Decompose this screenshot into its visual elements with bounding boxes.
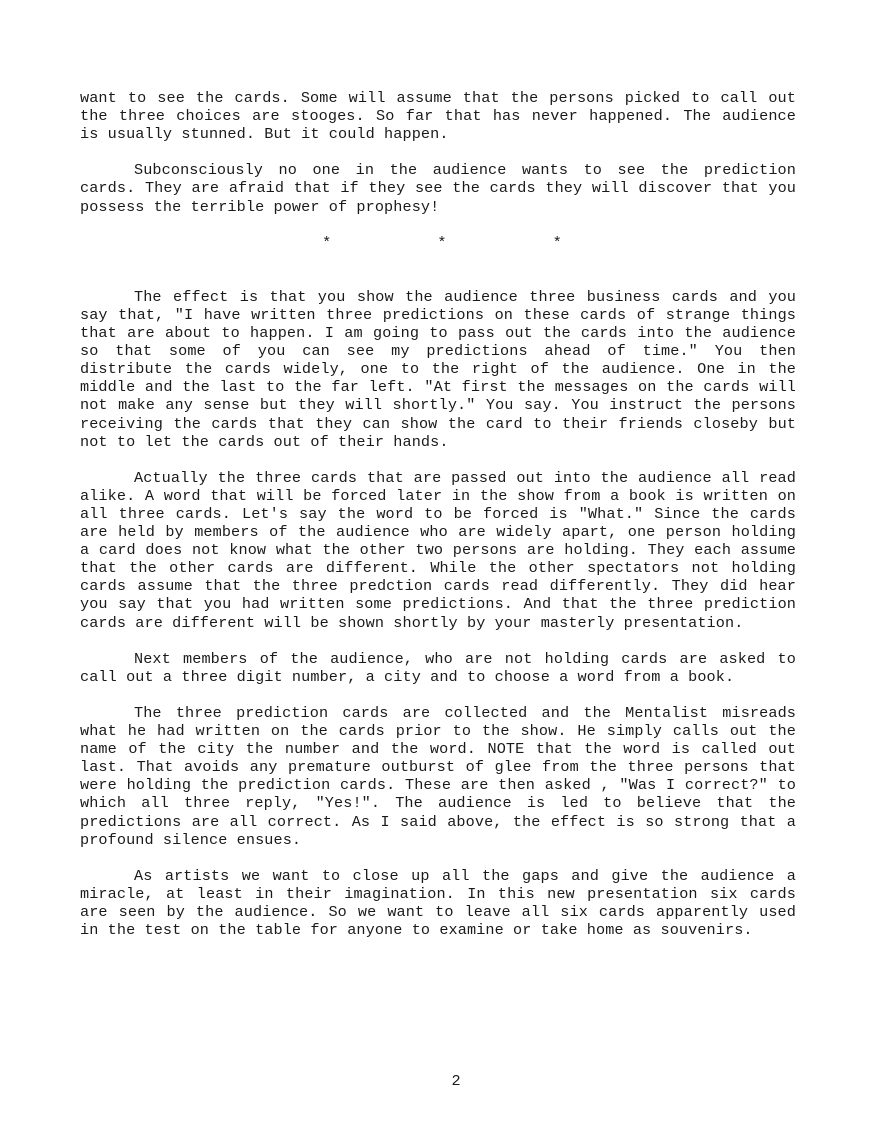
paragraph-5: Next members of the audience, who are not holding cards are asked to call out a three digit number, a city and to choose a word from a book. (80, 649, 796, 686)
separator-star-1: * (322, 233, 332, 252)
section-separator (80, 234, 796, 270)
paragraph-6: The three prediction cards are collected and the Mentalist misreads what he had written on the cards prior to the show. He simply calls out the name of the city the number and the word. NOTE that the word is called out last. That avoids any premature outburst of glee from the three persons that were holding the prediction cards. These are then asked , "Was I correct?" to which all three reply, "Yes!". The audience is led to believe that the predictions are all correct. As I said above, the effect is so strong that a profound silence ensues. (80, 704, 796, 849)
separator-star-2: * (437, 233, 447, 252)
paragraph-3: The effect is that you show the audience three business cards and you say that, "I have written three predictions on these cards of strange things that are about to happen. I am going to pass out the cards into the audience so that some of you can see my predictions ahead of time." You then distribute the cards widely, one to the right of the audience. One in the middle and the last to the far left. "At first the messages on the cards will not make any sense but they will shortly." You say. You instruct the persons receiving the cards that they can show the card to their friends closeby but not to let the cards out of their hands. (80, 287, 796, 451)
separator-star-3: * (552, 233, 562, 252)
paragraph-7: As artists we want to close up all the gaps and give the audience a miracle, at least in their imagination. In this new presentation six cards are seen by the audience. So we want to leave all six cards apparently used in the test on the table for anyone to examine or take home as souvenirs. (80, 866, 796, 940)
paragraph-2: Subconsciously no one in the audience wants to see the prediction cards. They are afraid that if they see the cards they will discover that you possess the terrible power of prophesy! (80, 161, 796, 216)
paragraph-4: Actually the three cards that are passed out into the audience all read alike. A word that will be forced later in the show from a book is written on all three cards. Let's say the word to be forced is "What." Since the cards are held by members of the audience who are widely apart, one person holding a card does not know what the other two persons are holding. They each assume that the other cards are different. While the other spectators not holding cards assume that the three predction cards read differently. They did hear you say that you had written some predictions. And that the three prediction cards are different will be shown shortly by your masterly presentation. (80, 468, 796, 632)
page-number: 2 (451, 1072, 461, 1090)
body-text (80, 89, 796, 957)
paragraph-1: want to see the cards. Some will assume that the persons picked to call out the three choices are stooges. So far that has never happened. The audience is usually stunned. But it could happen. (80, 89, 796, 144)
